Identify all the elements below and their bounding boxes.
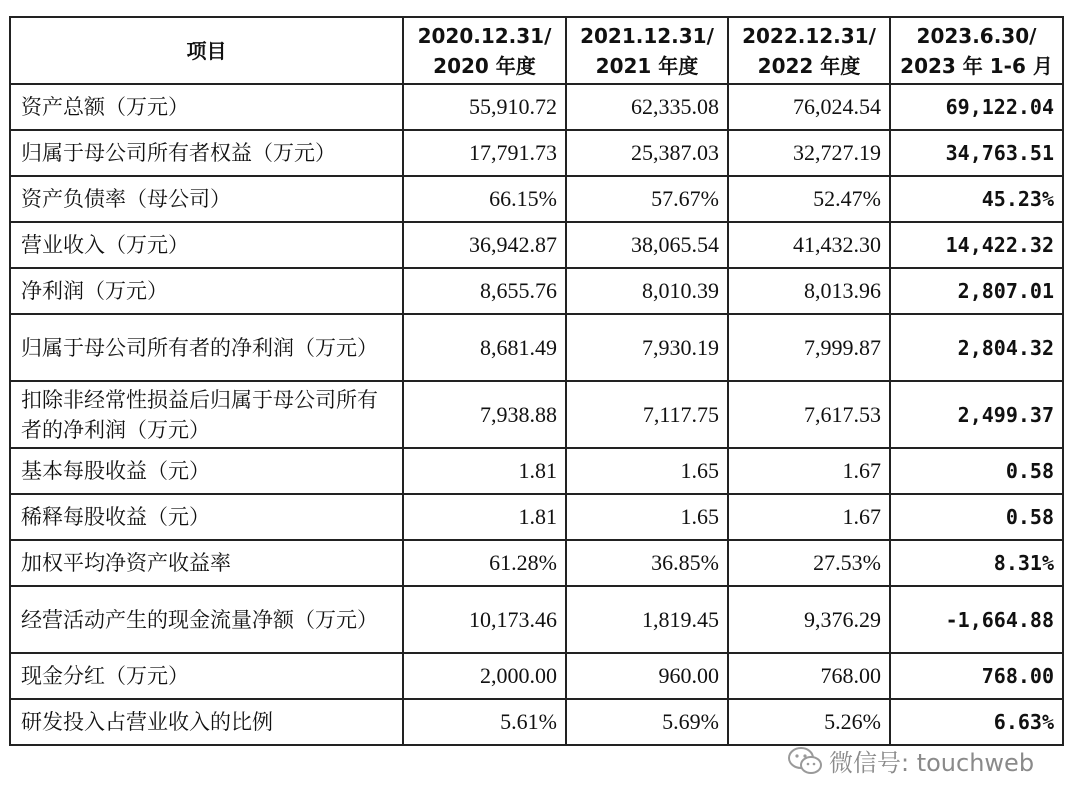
value-2022: 5.26%: [728, 699, 890, 745]
table-row: [10, 586, 1063, 653]
value-2020: 8,681.49: [403, 314, 566, 381]
value-2021: 7,930.19: [566, 314, 728, 381]
value-2023h1: 8.31%: [890, 540, 1063, 586]
header-2023h1: 2023.6.30/ 2023 年 1-6 月: [890, 17, 1063, 84]
value-2021: 5.69%: [566, 699, 728, 745]
value-2022: 7,617.53: [728, 381, 890, 448]
value-2023h1: 34,763.51: [890, 130, 1063, 176]
value-2022: 76,024.54: [728, 84, 890, 130]
table-row: [10, 268, 1063, 314]
value-2022: 27.53%: [728, 540, 890, 586]
value-2021: 57.67%: [566, 176, 728, 222]
table-header-row: [10, 17, 1063, 84]
table-row: [10, 540, 1063, 586]
table-row: [10, 84, 1063, 130]
value-2021: 8,010.39: [566, 268, 728, 314]
table-row: [10, 381, 1063, 448]
value-2021: 1.65: [566, 494, 728, 540]
row-label: 净利润（万元）: [10, 268, 403, 314]
value-2021: 1.65: [566, 448, 728, 494]
header-2020: 2020.12.31/ 2020 年度: [403, 17, 566, 84]
value-2023h1: 14,422.32: [890, 222, 1063, 268]
row-label: 研发投入占营业收入的比例: [10, 699, 403, 745]
header-2022: 2022.12.31/ 2022 年度: [728, 17, 890, 84]
value-2021: 960.00: [566, 653, 728, 699]
value-2023h1: 6.63%: [890, 699, 1063, 745]
value-2022: 52.47%: [728, 176, 890, 222]
row-label: 资产负债率（母公司）: [10, 176, 403, 222]
value-2023h1: 69,122.04: [890, 84, 1063, 130]
value-2020: 7,938.88: [403, 381, 566, 448]
table-row: [10, 130, 1063, 176]
row-label: 现金分红（万元）: [10, 653, 403, 699]
value-2023h1: 768.00: [890, 653, 1063, 699]
header-item: 项目: [10, 17, 403, 84]
value-2023h1: 0.58: [890, 494, 1063, 540]
table-row: [10, 653, 1063, 699]
table-row: [10, 314, 1063, 381]
value-2023h1: 2,804.32: [890, 314, 1063, 381]
row-label: 加权平均净资产收益率: [10, 540, 403, 586]
value-2021: 36.85%: [566, 540, 728, 586]
value-2020: 5.61%: [403, 699, 566, 745]
value-2023h1: 2,807.01: [890, 268, 1063, 314]
row-label: 基本每股收益（元）: [10, 448, 403, 494]
row-label: 稀释每股收益（元）: [10, 494, 403, 540]
table-row: [10, 448, 1063, 494]
row-label: 资产总额（万元）: [10, 84, 403, 130]
value-2022: 32,727.19: [728, 130, 890, 176]
value-2023h1: 0.58: [890, 448, 1063, 494]
wechat-icon: [787, 746, 823, 776]
table-row: [10, 699, 1063, 745]
value-2022: 8,013.96: [728, 268, 890, 314]
value-2020: 55,910.72: [403, 84, 566, 130]
value-2020: 2,000.00: [403, 653, 566, 699]
value-2021: 62,335.08: [566, 84, 728, 130]
value-2021: 25,387.03: [566, 130, 728, 176]
value-2022: 768.00: [728, 653, 890, 699]
table-row: [10, 176, 1063, 222]
value-2021: 38,065.54: [566, 222, 728, 268]
value-2020: 1.81: [403, 448, 566, 494]
header-2021: 2021.12.31/ 2021 年度: [566, 17, 728, 84]
value-2022: 1.67: [728, 494, 890, 540]
row-label: 扣除非经常性损益后归属于母公司所有者的净利润（万元）: [10, 381, 403, 448]
value-2020: 8,655.76: [403, 268, 566, 314]
watermark-text: 微信号: touchweb: [829, 749, 1035, 777]
value-2022: 1.67: [728, 448, 890, 494]
value-2023h1: -1,664.88: [890, 586, 1063, 653]
row-label: 归属于母公司所有者的净利润（万元）: [10, 314, 403, 381]
value-2020: 61.28%: [403, 540, 566, 586]
value-2023h1: 2,499.37: [890, 381, 1063, 448]
row-label: 经营活动产生的现金流量净额（万元）: [10, 586, 403, 653]
watermark: [787, 743, 1034, 778]
value-2022: 9,376.29: [728, 586, 890, 653]
table-row: [10, 494, 1063, 540]
value-2023h1: 45.23%: [890, 176, 1063, 222]
value-2020: 1.81: [403, 494, 566, 540]
value-2020: 17,791.73: [403, 130, 566, 176]
value-2020: 36,942.87: [403, 222, 566, 268]
value-2021: 7,117.75: [566, 381, 728, 448]
financial-data-table: [9, 16, 1064, 746]
value-2020: 66.15%: [403, 176, 566, 222]
value-2021: 1,819.45: [566, 586, 728, 653]
table-row: [10, 222, 1063, 268]
row-label: 营业收入（万元）: [10, 222, 403, 268]
value-2020: 10,173.46: [403, 586, 566, 653]
value-2022: 7,999.87: [728, 314, 890, 381]
row-label: 归属于母公司所有者权益（万元）: [10, 130, 403, 176]
value-2022: 41,432.30: [728, 222, 890, 268]
